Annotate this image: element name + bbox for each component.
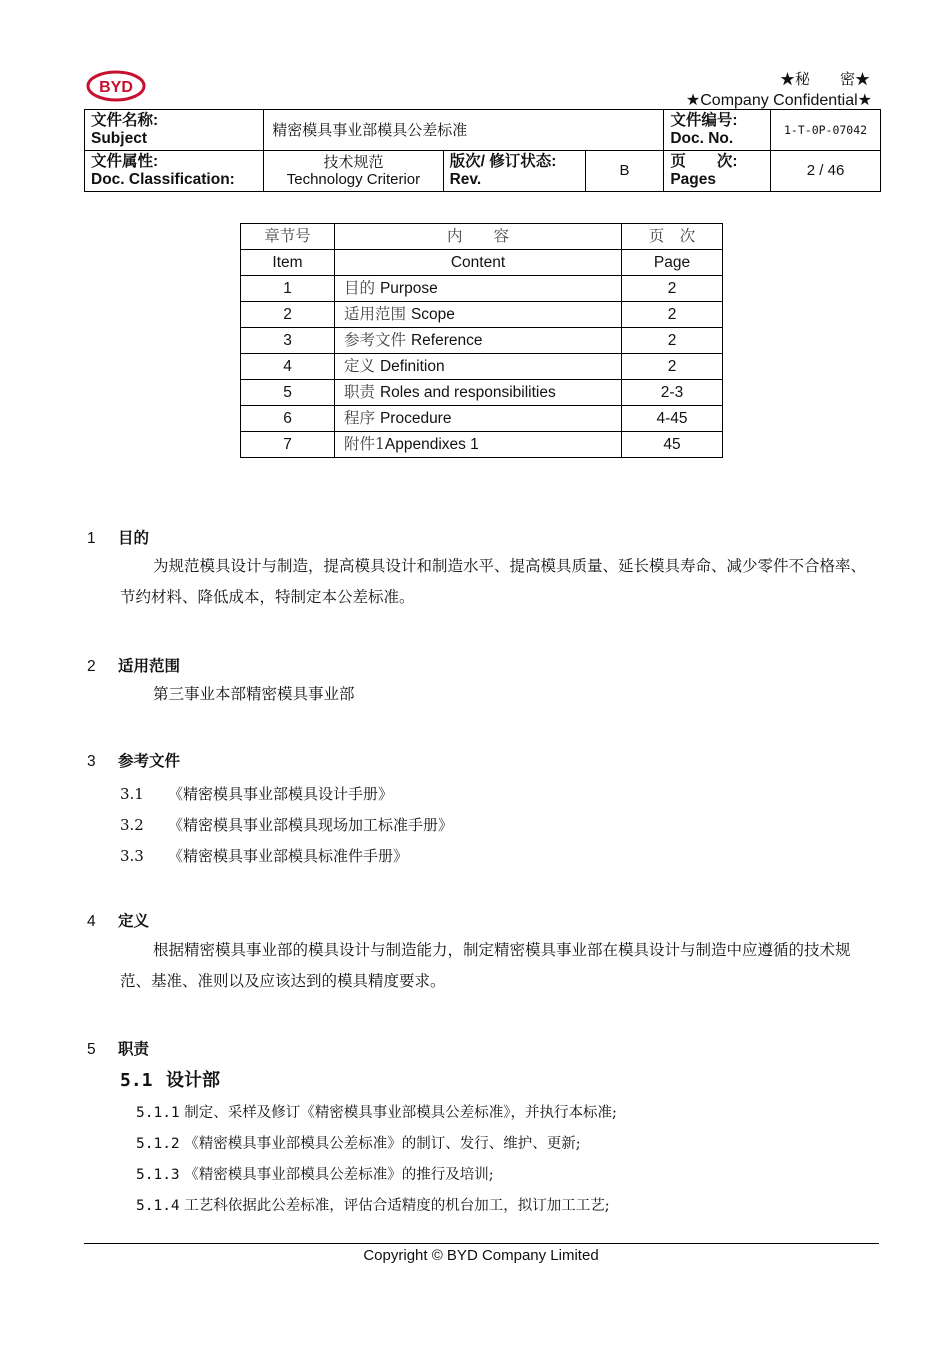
toc-header-page-cn: 页 次 [622,224,723,250]
document-header-table [84,109,881,192]
classification-value-cell: 技术规范 Technology Criterior [264,151,443,192]
pages-value: 2 / 46 [771,151,881,192]
section-1-heading: 1 目的 [87,528,150,547]
toc-header-row-cn [241,224,723,250]
docno-value: 1-T-0P-07042 [771,110,881,151]
table-row: 3 参考文件 Reference 2 [241,328,723,354]
section-5-heading: 5 职责 [87,1039,150,1058]
byd-logo [86,70,146,102]
table-row: 2 适用范围 Scope 2 [241,302,723,328]
toc-header-item-cn: 章节号 [241,224,335,250]
table-row: 4 定义 Definition 2 [241,354,723,380]
section-2-text: 第三事业本部精密模具事业部 [153,685,355,703]
toc-header-item-en: Item [241,250,335,276]
pages-label-cell: 页 次: Pages [664,151,771,192]
reference-3-1: 3.1 《精密模具事业部模具设计手册》 [120,785,394,803]
table-row: 1 目的 Purpose 2 [241,276,723,302]
svg-text:BYD: BYD [99,79,133,96]
list-item: 5.1.3 《精密模具事业部模具公差标准》的推行及培训; [136,1167,494,1183]
subject-label-cell: 文件名称: Subject [85,110,264,151]
docno-label-cell: 文件编号: Doc. No. [664,110,771,151]
list-item: 5.1.4 工艺科依据此公差标准，评估合适精度的机台加工，拟订加工工艺; [136,1198,610,1214]
rev-value: B [585,151,664,192]
toc-header-page-en: Page [622,250,723,276]
reference-3-2: 3.2 《精密模具事业部模具现场加工标准手册》 [120,816,454,834]
section-2-heading: 2 适用范围 [87,656,181,675]
confidential-en: ★Company Confidential★ [685,92,872,109]
list-item: 5.1.1 制定、采样及修订《精密模具事业部模具公差标准》，并执行本标准; [136,1105,617,1121]
table-row: 5 职责 Roles and responsibilities 2-3 [241,380,723,406]
table-row: 6 程序 Procedure 4-45 [241,406,723,432]
section-4-text: 根据精密模具事业部的模具设计与制造能力，制定精密模具事业部在模具设计与制造中应遵循的技术规范、基准、准则以及应该达到的模具精度要求。 [120,941,851,990]
classification-label-cell: 文件属性: Doc. Classification: [85,151,264,192]
subject-value: 精密模具事业部模具公差标准 [264,110,664,151]
rev-label-cell: 版次/ 修订状态: Rev. [443,151,585,192]
section-1-text: 为规范模具设计与制造，提高模具设计和制造水平、提高模具质量、延长模具寿命、减少零件不合格率、节约材料、降低成本，特制定本公差标准。 [120,557,867,606]
reference-3-3: 3.3 《精密模具事业部模具标准件手册》 [120,847,409,865]
copyright-text: Copyright © BYD Company Limited [363,1247,599,1264]
section-5-1-heading: 5.1 设计部 [120,1070,220,1091]
toc-header-content-cn: 内 容 [335,224,622,250]
toc-header-content-en: Content [335,250,622,276]
confidential-cn: ★秘 密★ [779,70,870,88]
section-4-heading: 4 定义 [87,911,150,930]
table-row: 7 附件1Appendixes 1 45 [241,432,723,458]
section-3-heading: 3 参考文件 [87,751,181,770]
list-item: 5.1.2 《精密模具事业部模具公差标准》的制订、发行、维护、更新; [136,1136,581,1152]
toc-header-row-en [241,250,723,276]
footer-divider [84,1243,879,1244]
table-of-contents [240,223,723,458]
